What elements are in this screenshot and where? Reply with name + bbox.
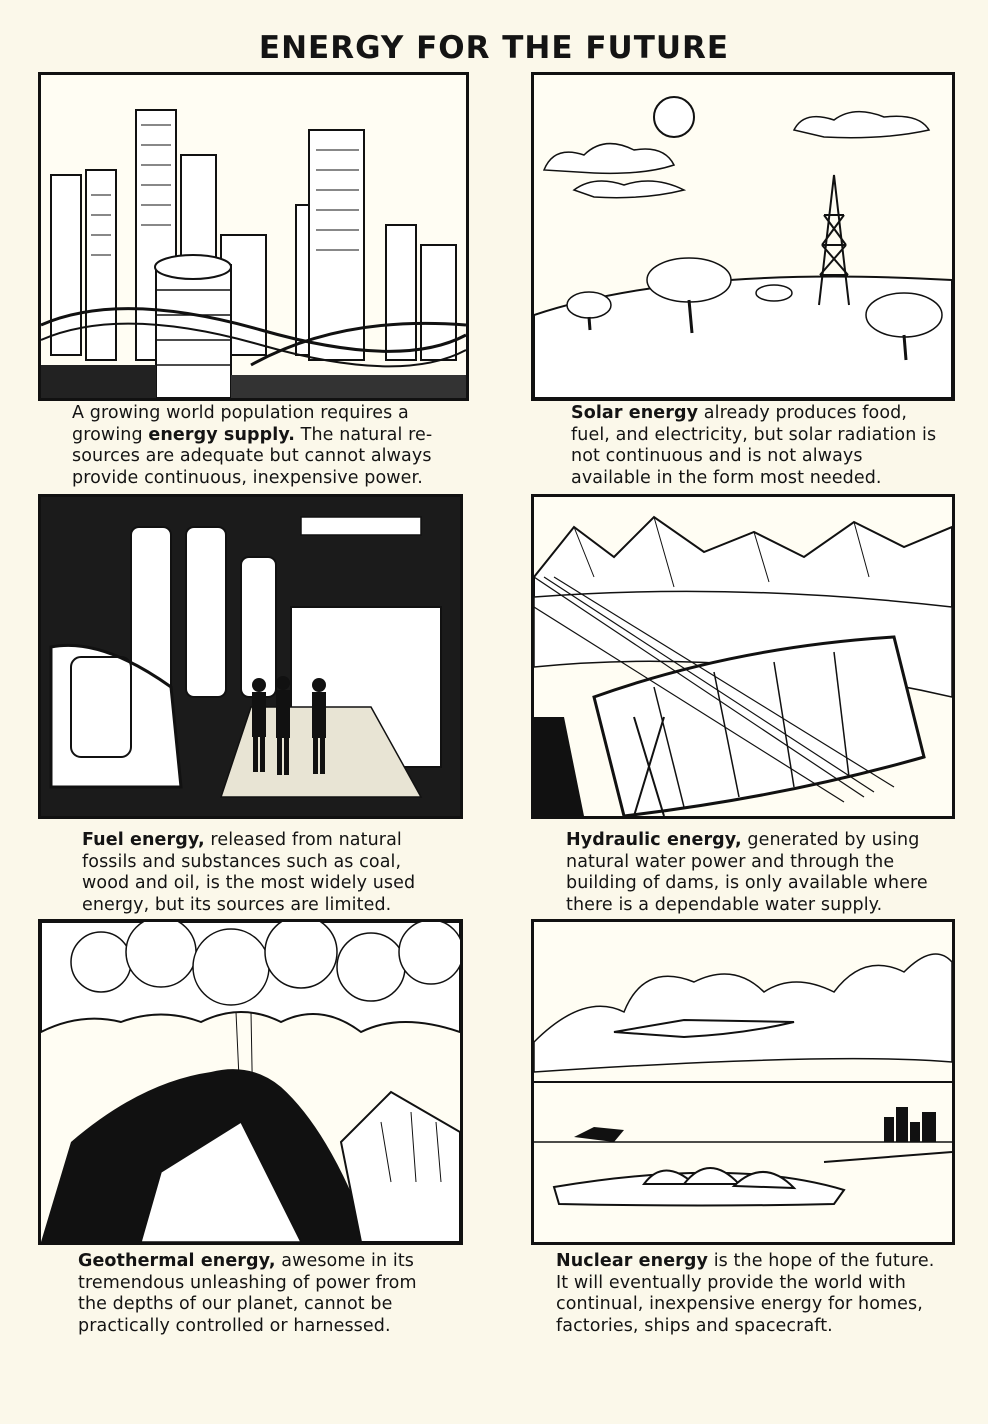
- caption-geothermal-energy: Geothermal energy, awesome in its tremendous unleashing of power from the depths of our planet, cannot be practically controlled or harnessed.: [78, 1251, 417, 1336]
- illustration-geothermal: [38, 919, 463, 1245]
- illustration-nuclear: [531, 919, 955, 1245]
- caption-population: A growing world population requires a growing energy supply. The natural re-sources are adequate but cannot always provide continuous, inexpensive power.: [72, 403, 433, 488]
- illustration-hydraulic: [531, 494, 955, 819]
- caption-hydraulic-energy: Hydraulic energy, generated by using natural water power and through the building of dams, is only available where there is a dependable water supply.: [566, 830, 928, 915]
- caption-nuclear-energy: Nuclear energy is the hope of the future. It will eventually provide the world with continual, inexpensive energy for homes, factories, ships and spacecraft.: [556, 1251, 935, 1336]
- illustration-fuel: [38, 494, 463, 819]
- illustration-solar: [531, 72, 955, 401]
- page-title: ENERGY FOR THE FUTURE: [258, 30, 730, 66]
- caption-solar-energy: Solar energy already produces food, fuel, and electricity, but solar radiation is not continuous and is not always available in the form most needed.: [571, 403, 937, 488]
- caption-fuel-energy: Fuel energy, released from natural fossils and substances such as coal, wood and oil, is the most widely used energy, but its sources are limited.: [82, 830, 416, 915]
- illustration-city: [38, 72, 469, 401]
